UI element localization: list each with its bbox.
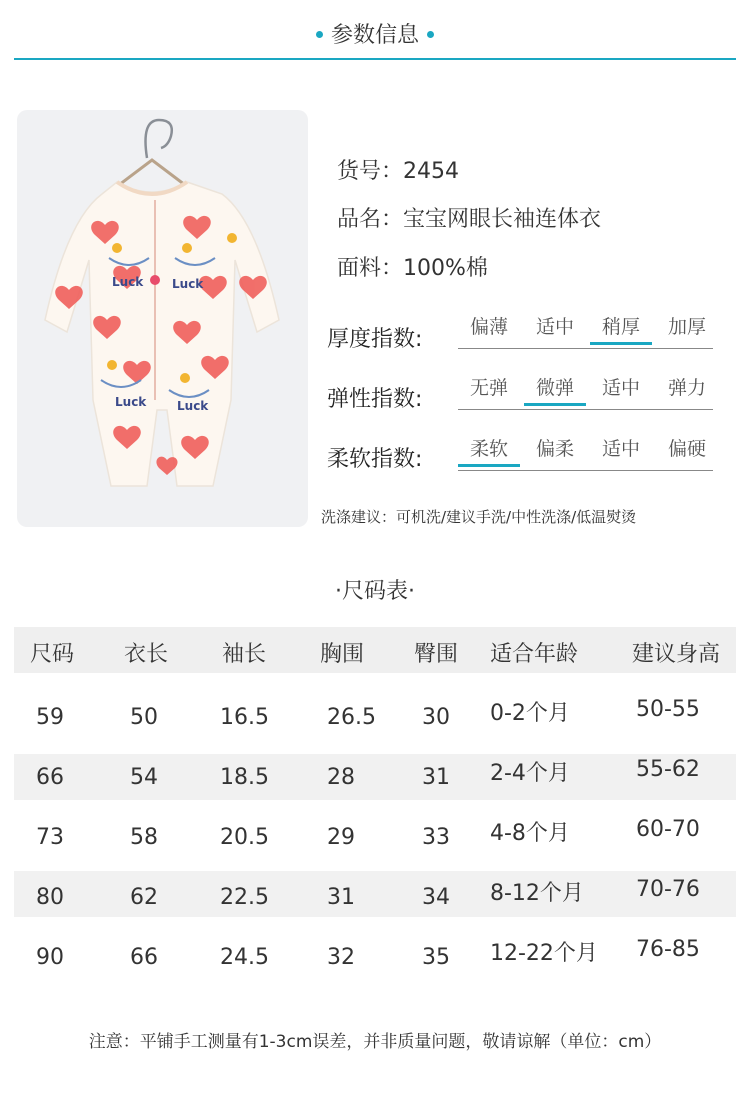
table-cell: 18.5 [220, 765, 269, 790]
elasticity-option: 弹力 [667, 377, 706, 399]
table-cell: 30 [422, 705, 450, 730]
table-cell: 76-85 [636, 937, 700, 962]
softness-option: 偏柔 [535, 438, 574, 460]
table-cell: 66 [36, 765, 64, 790]
table-row-stripe [14, 871, 736, 917]
print-text-4: Luck [177, 399, 209, 413]
table-cell: 29 [327, 825, 355, 850]
table-cell: 28 [327, 765, 355, 790]
table-cell: 55-62 [636, 757, 700, 782]
print-text-2: Luck [172, 277, 204, 291]
romper-illustration [17, 110, 308, 527]
table-header-cell: 建议身高 [632, 642, 721, 667]
romper-shape [45, 182, 279, 486]
softness-option-selected: 柔软 [458, 434, 520, 467]
table-cell: 0-2个月 [490, 701, 570, 726]
wash-advice: 洗涤建议：可机洗/建议手洗/中性洗涤/低温熨烫 [321, 508, 637, 526]
table-header-cell: 袖长 [222, 642, 267, 667]
info-item-sku: 货号：2454 [337, 159, 460, 184]
thickness-index-label: 厚度指数: [327, 327, 423, 352]
table-cell: 31 [422, 765, 450, 790]
table-cell: 73 [36, 825, 64, 850]
print-text-3: Luck [115, 395, 147, 409]
table-cell: 16.5 [220, 705, 269, 730]
table-cell: 35 [422, 945, 450, 970]
softness-index-scale [458, 434, 713, 471]
softness-option: 偏硬 [667, 438, 706, 460]
table-header-cell: 适合年龄 [490, 642, 579, 667]
softness-index-label: 柔软指数: [327, 447, 423, 472]
table-cell: 62 [130, 885, 158, 910]
elasticity-option-selected: 微弹 [524, 373, 586, 406]
table-cell: 4-8个月 [490, 821, 570, 846]
thickness-option-selected: 稍厚 [590, 312, 652, 345]
thickness-index-scale [458, 312, 713, 349]
table-cell: 8-12个月 [490, 881, 584, 906]
table-cell: 66 [130, 945, 158, 970]
table-cell: 50-55 [636, 697, 700, 722]
bullet-dot-icon [427, 31, 434, 38]
size-table-title: ·尺码表· [335, 579, 415, 604]
softness-option: 适中 [601, 438, 640, 460]
product-photo [17, 110, 308, 527]
table-cell: 20.5 [220, 825, 269, 850]
table-cell: 33 [422, 825, 450, 850]
table-cell: 2-4个月 [490, 761, 570, 786]
table-cell: 34 [422, 885, 450, 910]
elasticity-index-scale [458, 373, 713, 410]
table-cell: 59 [36, 705, 64, 730]
table-header-cell: 臀围 [414, 642, 459, 667]
table-cell: 58 [130, 825, 158, 850]
elasticity-option: 无弹 [469, 377, 508, 399]
elasticity-option: 适中 [601, 377, 640, 399]
elasticity-index-label: 弹性指数: [327, 387, 423, 412]
thickness-option: 适中 [535, 316, 574, 338]
snap-button-icon [150, 275, 160, 285]
table-cell: 80 [36, 885, 64, 910]
table-cell: 60-70 [636, 817, 700, 842]
table-cell: 90 [36, 945, 64, 970]
table-cell: 50 [130, 705, 158, 730]
print-text-1: Luck [112, 275, 144, 289]
table-cell: 32 [327, 945, 355, 970]
thickness-option: 偏薄 [469, 316, 508, 338]
table-cell: 22.5 [220, 885, 269, 910]
bullet-dot-icon [316, 31, 323, 38]
section-title: 参数信息 [330, 23, 419, 48]
header-divider [14, 58, 736, 60]
thickness-option: 加厚 [667, 316, 706, 338]
section-header [0, 18, 750, 49]
table-cell: 70-76 [636, 877, 700, 902]
table-cell: 24.5 [220, 945, 269, 970]
hanger-hook-icon [146, 120, 172, 158]
table-cell: 54 [130, 765, 158, 790]
table-row-stripe [14, 754, 736, 800]
info-item-fabric: 面料：100%棉 [337, 256, 488, 281]
size-table-header [14, 627, 736, 673]
measurement-note: 注意：平铺手工测量有1-3cm误差，并非质量问题，敬请谅解（单位：cm） [88, 1032, 662, 1052]
info-item-name: 品名：宝宝网眼长袖连体衣 [337, 207, 602, 232]
table-cell: 26.5 [327, 705, 376, 730]
table-header-cell: 尺码 [30, 642, 75, 667]
table-cell: 31 [327, 885, 355, 910]
table-header-cell: 胸围 [320, 642, 365, 667]
table-header-cell: 衣长 [124, 642, 169, 667]
table-cell: 12-22个月 [490, 941, 598, 966]
